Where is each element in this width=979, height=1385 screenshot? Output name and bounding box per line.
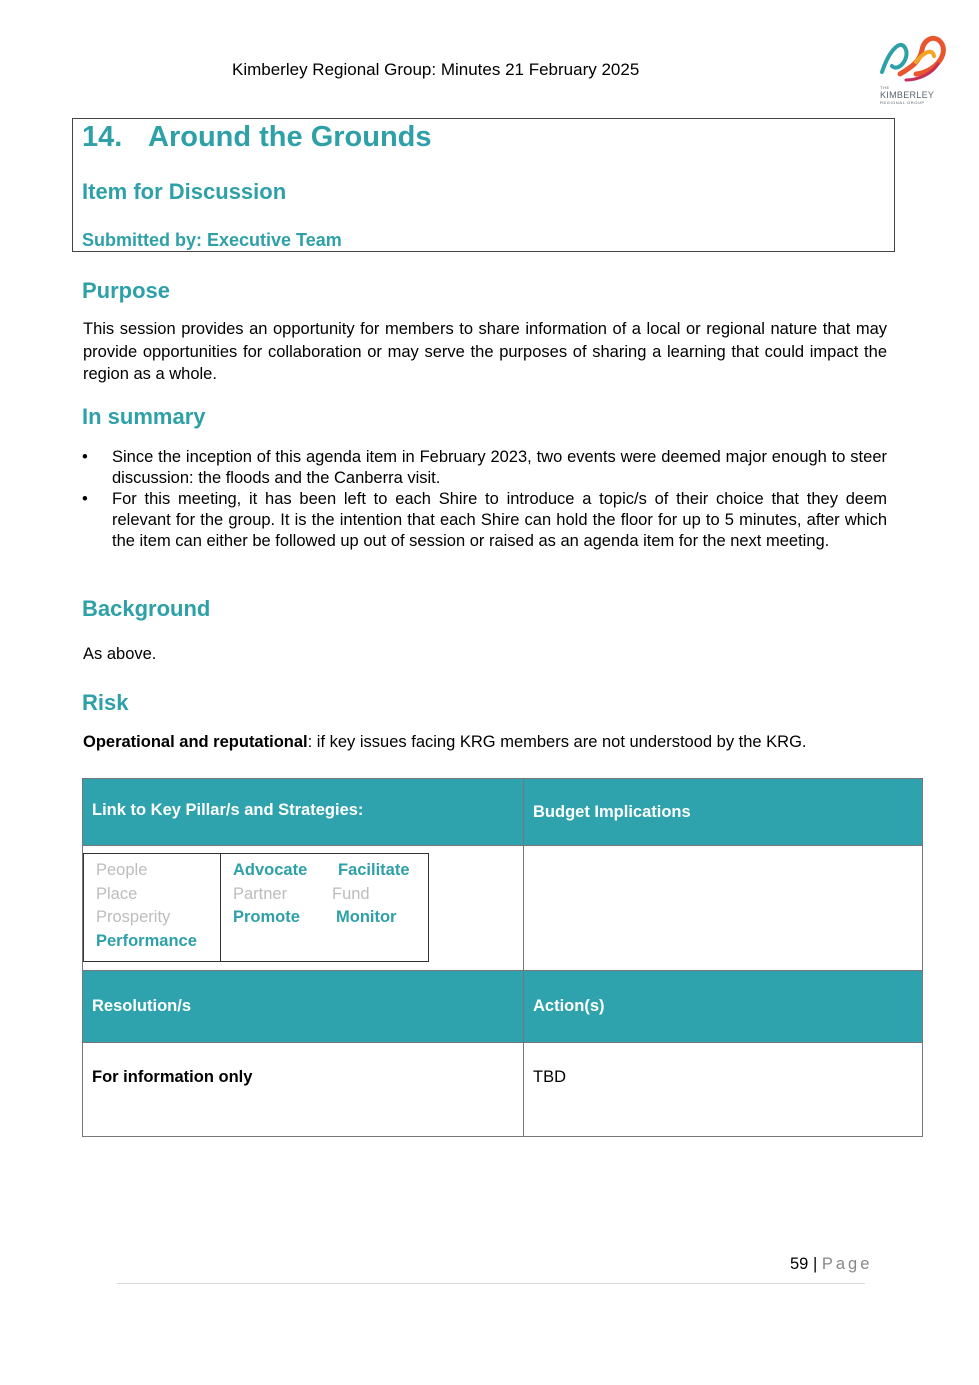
item-title: Around the Grounds [148, 121, 432, 153]
table-divider [83, 845, 922, 846]
page-separator: | [812, 1255, 818, 1273]
budget-header: Budget Implications [524, 779, 922, 845]
action-header: Action(s) [524, 971, 922, 1042]
pillars-header: Link to Key Pillar/s and Strategies: [83, 779, 523, 845]
kimberley-logo [876, 28, 948, 108]
risk-text: : if key issues facing KRG members are not understood by the KRG. [307, 733, 807, 751]
logo-text-bottom: REGIONAL GROUP [880, 100, 925, 105]
strategy-promote: Promote [233, 908, 300, 926]
pillars-strategies-grid [83, 853, 429, 962]
grid-divider [220, 854, 221, 961]
logo-wordmark [880, 86, 934, 105]
purpose-heading: Purpose [82, 278, 171, 303]
page-number: 59 [790, 1255, 809, 1273]
page-footer [790, 1255, 872, 1274]
pillar-place: Place [96, 885, 138, 903]
purpose-text: This session provides an opportunity for members to share information of a local or regional nature that may provide opportunities for collaboration or may serve the purposes of sharing a learning that could impact the region as a whole. [83, 320, 887, 383]
kimberley-swirl-logo-icon [876, 28, 948, 86]
pillar-prosperity: Prosperity [96, 908, 171, 926]
risk-heading: Risk [82, 690, 129, 715]
strategy-monitor: Monitor [336, 908, 397, 926]
document-header-title: Kimberley Regional Group: Minutes 21 February 2025 [232, 60, 640, 79]
pillar-performance: Performance [96, 932, 197, 950]
resolution-header: Resolution/s [83, 971, 523, 1042]
footer-rule [117, 1283, 865, 1284]
resolution-value: For information only [92, 1068, 253, 1086]
table-divider [83, 1042, 922, 1043]
strategy-fund: Fund [332, 885, 370, 903]
summary-bullet: • Since the inception of this agenda item in February 2023, two events were deemed major enough to steer discussion: the floods and the Canberra visit. [82, 447, 887, 489]
item-type: Item for Discussion [82, 179, 287, 204]
submitted-by: Submitted by: Executive Team [82, 230, 342, 250]
risk-type: Operational and reputational [83, 733, 308, 751]
strategy-facilitate: Facilitate [338, 861, 410, 879]
pillars-budget-table [82, 778, 923, 1137]
item-heading [82, 121, 432, 154]
logo-text-top: THE [880, 85, 890, 90]
logo-text-main: KIMBERLEY [880, 90, 935, 100]
strategy-advocate: Advocate [233, 861, 308, 879]
background-text: As above. [83, 645, 157, 663]
table-column-divider [523, 779, 524, 1136]
item-number: 14. [82, 121, 123, 153]
strategy-partner: Partner [233, 885, 288, 903]
pillar-people: People [96, 861, 148, 879]
action-value: TBD [533, 1068, 566, 1086]
background-heading: Background [82, 596, 211, 621]
risk-statement [83, 731, 887, 754]
summary-bullet: • For this meeting, it has been left to each Shire to introduce a topic/s of their choice that they deem relevant for the group. It is the intention that each Shire can hold the floor for up to 5 minutes, after which the item can either be followed up out of session or raised as an agenda item for the next meeting. [82, 489, 887, 552]
summary-heading: In summary [82, 404, 206, 429]
page-label: Page [821, 1255, 873, 1273]
summary-list [82, 447, 887, 552]
